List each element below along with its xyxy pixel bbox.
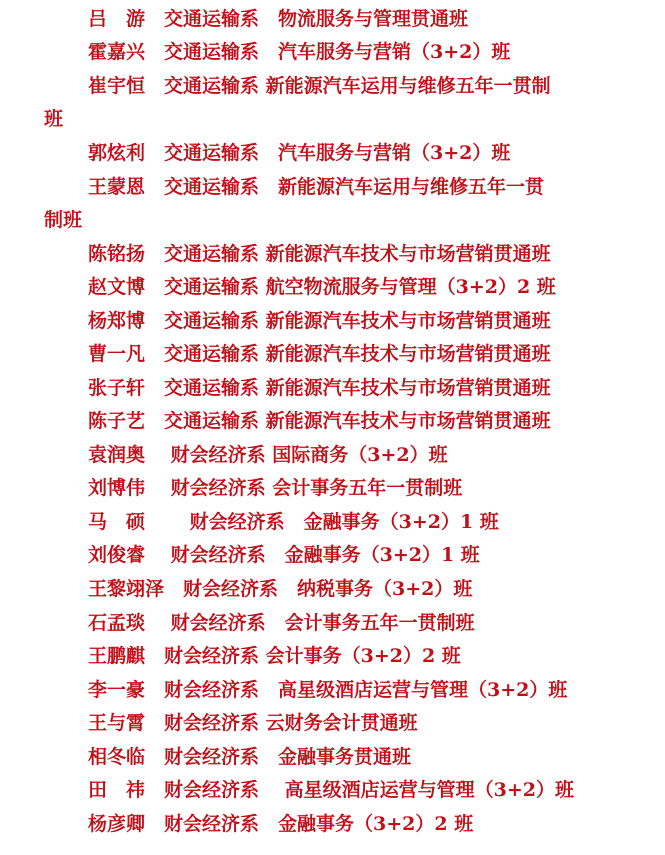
list-item: 张子轩 交通运输系 新能源汽车技术与市场营销贯通班 — [88, 377, 551, 399]
list-item: 刘博伟 财会经济系 会计事务五年一贯制班 — [88, 477, 463, 499]
list-item: 曹一凡 交通运输系 新能源汽车技术与市场营销贯通班 — [88, 343, 551, 365]
list-item-continuation: 班 — [44, 108, 64, 130]
list-item: 吕 游 交通运输系 物流服务与管理贯通班 — [88, 8, 469, 30]
list-item: 霍嘉兴 交通运输系 汽车服务与营销（3+2）班 — [88, 41, 511, 63]
list-item-continuation: 制班 — [44, 209, 83, 231]
list-item: 赵文博 交通运输系 航空物流服务与管理（3+2）2 班 — [88, 276, 556, 298]
list-item: 石孟琰 财会经济系 会计事务五年一贯制班 — [88, 612, 475, 634]
list-item: 杨彦卿 财会经济系 金融事务（3+2）2 班 — [88, 813, 474, 835]
list-item: 马 硕 财会经济系 金融事务（3+2）1 班 — [88, 511, 499, 533]
list-item: 李一豪 财会经济系 高星级酒店运营与管理（3+2）班 — [88, 679, 568, 701]
list-item: 王与霄 财会经济系 云财务会计贯通班 — [88, 712, 418, 734]
list-item: 王鹏麒 财会经济系 会计事务（3+2）2 班 — [88, 645, 461, 667]
list-item: 王蒙恩 交通运输系 新能源汽车运用与维修五年一贯 — [88, 176, 545, 198]
list-item: 刘俊睿 财会经济系 金融事务（3+2）1 班 — [88, 544, 480, 566]
list-item: 陈铭扬 交通运输系 新能源汽车技术与市场营销贯通班 — [88, 243, 551, 265]
list-item: 田 祎 财会经济系 高星级酒店运营与管理（3+2）班 — [88, 779, 574, 801]
list-item: 郭炫利 交通运输系 汽车服务与营销（3+2）班 — [88, 142, 511, 164]
list-item: 陈子艺 交通运输系 新能源汽车技术与市场营销贯通班 — [88, 410, 551, 432]
list-item: 崔宇恒 交通运输系 新能源汽车运用与维修五年一贯制 — [88, 75, 551, 97]
list-item: 王黎翊泽 财会经济系 纳税事务（3+2）班 — [88, 578, 473, 600]
list-item: 袁润奥 财会经济系 国际商务（3+2）班 — [88, 444, 448, 466]
list-item: 相冬临 财会经济系 金融事务贯通班 — [88, 746, 412, 768]
list-item: 杨郑博 交通运输系 新能源汽车技术与市场营销贯通班 — [88, 310, 551, 332]
